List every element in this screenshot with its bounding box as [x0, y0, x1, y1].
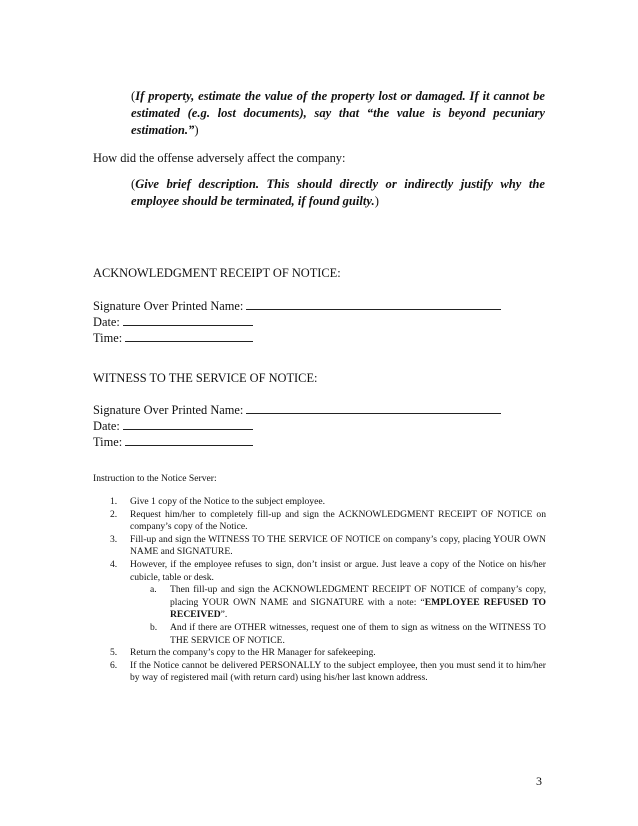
list-item: 4. However, if the employee refuses to sign, don’t insist or argue. Just leave a copy of the Notice on his/her cubicle, table or desk. [110, 558, 546, 583]
close-paren: ) [374, 194, 379, 208]
signature-label: Signature Over Printed Name: [93, 299, 247, 313]
witness-time-line [93, 434, 253, 450]
acknowledgment-heading: ACKNOWLEDGMENT RECEIPT OF NOTICE: [93, 266, 341, 280]
signature-blank[interactable] [246, 402, 501, 414]
time-blank[interactable] [125, 434, 253, 446]
offense-note-text: Give brief description. This should directly or indirectly justify why the employee should be terminated, if found guilty. [131, 177, 545, 208]
refused-note: EMPLOYEE REFUSED TO RECEIVED [170, 596, 547, 621]
date-label: Date: [93, 419, 123, 433]
acknowledgment-signature-line [93, 298, 501, 314]
offense-question: How did the offense adversely affect the company: [93, 151, 346, 165]
time-label: Time: [93, 435, 126, 449]
open-paren: ( [131, 89, 136, 103]
list-item: 2. Request him/her to completely fill-up and sign the ACKNOWLEDGMENT RECEIPT OF NOTICE on company’s copy of the Notice. [110, 508, 546, 533]
time-blank[interactable] [125, 330, 253, 342]
page-number: 3 [536, 774, 542, 788]
date-blank[interactable] [123, 314, 253, 326]
sub-list-item: b. And if there are OTHER witnesses, request one of them to sign as witness on the WITNESS TO THE SERVICE OF NOTICE. [150, 621, 546, 646]
acknowledgment-time-line [93, 330, 253, 346]
offense-description-note [131, 176, 545, 210]
open-paren: ( [131, 177, 136, 191]
list-item: 3. Fill-up and sign the WITNESS TO THE SERVICE OF NOTICE on company’s copy, placing YOUR OWN NAME and SIGNATURE. [110, 533, 546, 558]
signature-label: Signature Over Printed Name: [93, 403, 247, 417]
witness-signature-line [93, 402, 501, 418]
list-item: 6. If the Notice cannot be delivered PERSONALLY to the subject employee, then you must send it to him/her by way of registered mail (with return card) using his/her last known address. [110, 659, 546, 684]
signature-blank[interactable] [246, 298, 501, 310]
instructions-title: Instruction to the Notice Server: [93, 473, 217, 484]
list-item: 5. Return the company’s copy to the HR Manager for safekeeping. [110, 647, 376, 659]
list-item: 1. Give 1 copy of the Notice to the subject employee. [110, 496, 326, 507]
sub-list-item: a. Then fill-up and sign the ACKNOWLEDGMENT RECEIPT OF NOTICE of company’s copy, placing YOUR OWN NAME and SIGNATURE with a note: “EMPLOYEE REFUSED TO RECEIVED”. [150, 584, 547, 621]
witness-date-line [93, 418, 253, 434]
witness-heading: WITNESS TO THE SERVICE OF NOTICE: [93, 371, 318, 385]
acknowledgment-date-line [93, 314, 253, 330]
date-label: Date: [93, 315, 123, 329]
date-blank[interactable] [123, 418, 253, 430]
time-label: Time: [93, 331, 126, 345]
close-paren: ) [194, 123, 199, 137]
property-note-text: If property, estimate the value of the property lost or damaged. If it cannot be estimated (e.g. lost documents), say that “the value is beyond pecuniary estimation.” [131, 89, 545, 137]
property-estimation-note [131, 88, 545, 139]
instructions-list [110, 496, 546, 685]
